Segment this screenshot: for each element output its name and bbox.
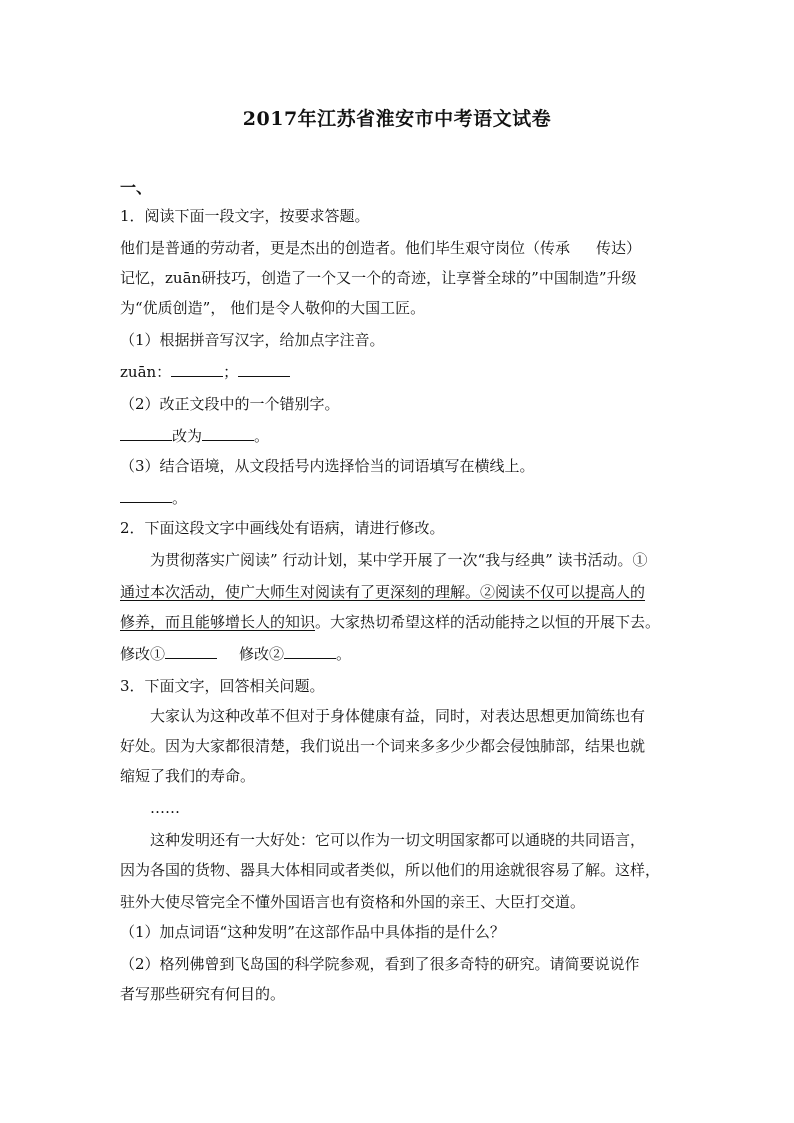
q2-passage-line-1: 为贯彻落实广阅读” 行动计划，某中学开展了一次“我与经典” 读书活动。①	[150, 551, 648, 569]
answer-blank[interactable]	[165, 644, 217, 659]
answer-blank[interactable]	[120, 488, 172, 503]
q3-passage-a-line-1: 大家认为这种改革不但对于身体健康有益，同时，对表达思想更加简练也有	[150, 707, 646, 725]
q2-answer-line	[120, 644, 351, 664]
answer-end: 。	[336, 645, 352, 663]
fix-2-label: 修改②	[239, 645, 285, 663]
q1-sub-2-answer	[120, 426, 269, 446]
q3-passage-b-line-1: 这种发明还有一大好处：它可以作为一切文明国家都可以通晓的共同语言，	[150, 831, 646, 849]
answer-blank[interactable]	[171, 362, 223, 377]
pinyin-label: zuān：	[120, 363, 172, 381]
q3-passage-a-line-2: 好处。因为大家都很清楚，我们说出一个词来多多少少都会侵蚀肺部，结果也就	[120, 737, 646, 755]
fix-1-label: 修改①	[120, 645, 166, 663]
answer-blank[interactable]	[238, 362, 290, 377]
q3-passage-b-line-3: 驻外大使尽管完全不懂外国语言也有资格和外国的亲王、大臣打交道。	[120, 893, 586, 911]
answer-blank[interactable]	[202, 426, 254, 441]
q2-passage-line-3-rest: 。大家热切希望这样的活动能持之以恒的开展下去。	[315, 613, 661, 631]
underlined-sentence: 修养，而且能够增长人的知识	[120, 613, 316, 631]
answer-end: 。	[172, 489, 188, 507]
answer-end: 。	[254, 427, 270, 445]
q1-sub-1-answer	[120, 362, 290, 382]
q3-sub-1: （1）加点词语“这种发明”在这部作品中具体指的是什么？	[120, 923, 505, 941]
q3-heading: 3．下面文字，回答相关问题。	[120, 677, 325, 695]
q1-passage-line-1	[120, 238, 641, 258]
q2-passage-line-2: 通过本次活动，使广大师生对阅读有了更深刻的理解。②阅读不仅可以提高人的	[120, 583, 646, 601]
page-title: 2017年江苏省淮安市中考语文试卷	[242, 108, 552, 130]
q2-passage-line-3	[120, 612, 660, 632]
ellipsis: ……	[150, 799, 180, 817]
section-heading: 一、	[120, 178, 153, 197]
q1-sub-3-answer	[120, 488, 187, 508]
q1-passage-line-1b: 传达）	[596, 239, 642, 257]
q1-passage-line-2: 记忆，zuān研技巧，创造了一个又一个的奇迹，让享誉全球的”中国制造”升级	[120, 269, 637, 287]
q2-heading: 2．下面这段文字中画线处有语病，请进行修改。	[120, 519, 445, 537]
answer-blank[interactable]	[120, 426, 172, 441]
q1-passage-line-1a: 他们是普通的劳动者，更是杰出的创造者。他们毕生艰守岗位（传承	[120, 239, 571, 257]
answer-separator: ；	[223, 363, 239, 381]
q1-sub-1: （1）根据拼音写汉字，给加点字注音。	[120, 331, 385, 349]
q1-passage-line-3: 为“优质创造”， 他们是令人敬仰的大国工匠。	[120, 299, 426, 317]
q1-heading: 1．阅读下面一段文字，按要求答题。	[120, 207, 370, 225]
answer-mid-text: 改为	[172, 427, 203, 445]
q3-passage-b-line-2: 因为各国的货物、器具大体相同或者类似，所以他们的用途就很容易了解。这样，	[120, 861, 661, 879]
answer-blank[interactable]	[284, 644, 336, 659]
q3-passage-a-line-3: 缩短了我们的寿命。	[120, 767, 256, 785]
q1-sub-3: （3）结合语境，从文段括号内选择恰当的词语填写在横线上。	[120, 457, 535, 475]
q3-sub-2-line-1: （2）格列佛曾到飞岛国的科学院参观，看到了很多奇特的研究。请简要说说作	[120, 955, 640, 973]
q1-sub-2: （2）改正文段中的一个错别字。	[120, 395, 340, 413]
q3-sub-2-line-2: 者写那些研究有何目的。	[120, 985, 286, 1003]
